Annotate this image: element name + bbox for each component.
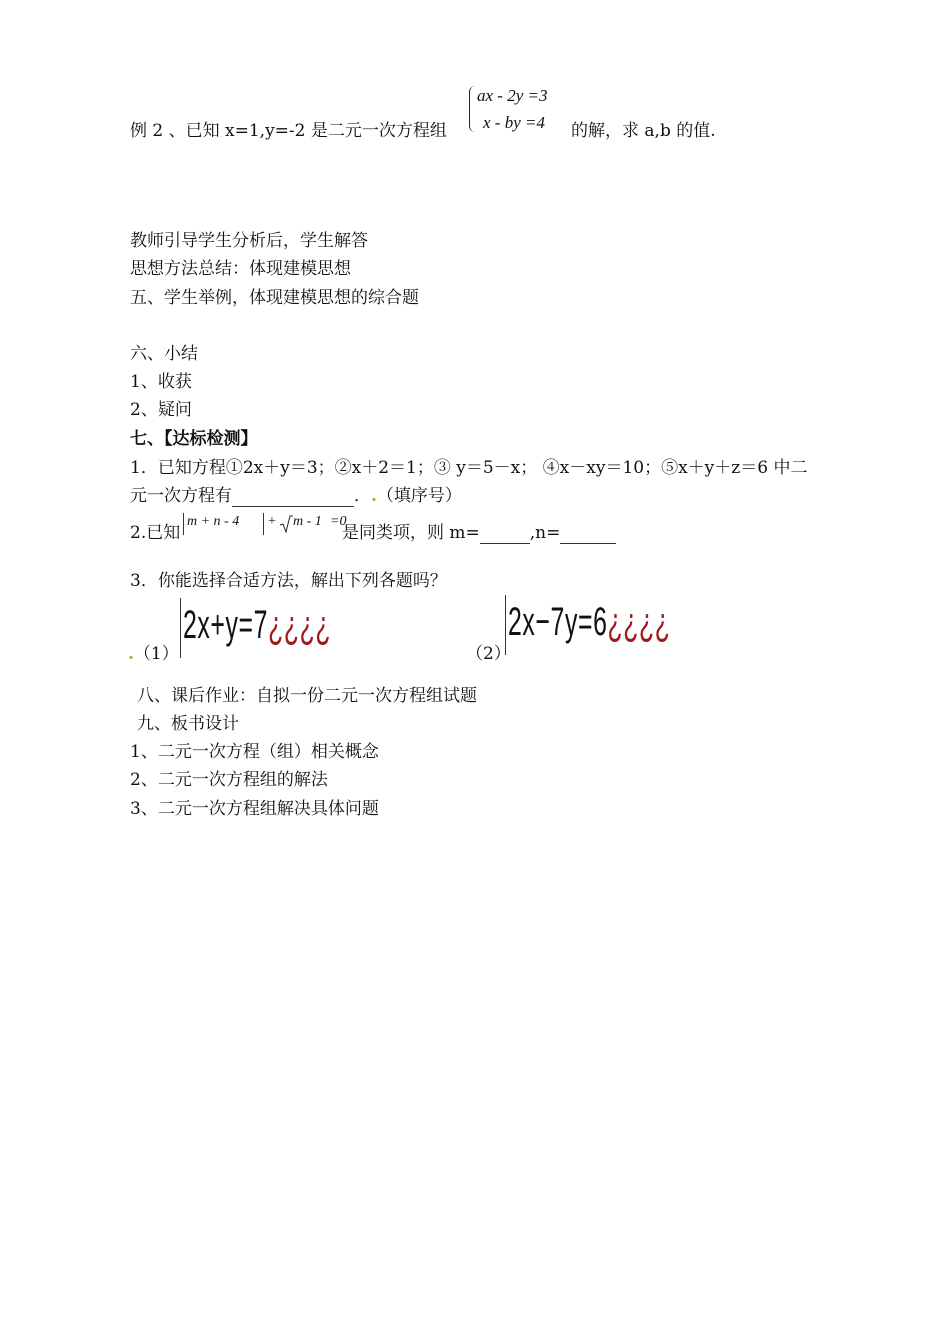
- q2-equals-zero: =0: [330, 514, 347, 529]
- q1-line2: [130, 485, 462, 507]
- q2-sep: ,n=: [529, 523, 561, 543]
- abs-bar-left: [183, 513, 184, 535]
- q2-line-rest: [342, 522, 616, 544]
- teacher-guide-line: 教师引导学生分析后，学生解答: [130, 231, 368, 251]
- system1-equation: [183, 603, 331, 648]
- system2-bar: [505, 595, 506, 655]
- section-seven-heading: 七、【达标检测】: [130, 429, 258, 449]
- q3-label1: （1）: [133, 644, 179, 664]
- system-eq1: ax - 2y =3: [477, 86, 548, 105]
- q1-period: ．: [354, 486, 371, 506]
- q2-m-blank: [480, 525, 530, 544]
- summary-item-gain: 1、收获: [130, 372, 192, 392]
- q2-plus: +: [268, 514, 276, 529]
- system2-eq-main: 2x−7y=6: [508, 600, 608, 644]
- system-eq2: x - by =4: [483, 113, 545, 132]
- q3-item2-label: （2）: [466, 644, 511, 664]
- q1-line1: 1．已知方程①2x＋y＝3；②x＋2＝1；③ y＝5－x； ④x－xy＝10；⑤x＋y＋z＝6 中二: [130, 458, 808, 478]
- q3-dot: .: [128, 644, 134, 664]
- abs-bar-right: [263, 513, 264, 535]
- q2-sqrt-expression: m - 1: [293, 514, 322, 529]
- board-item-methods: 2、二元一次方程组的解法: [130, 770, 328, 790]
- system1-eq-main: 2x+y=7: [183, 603, 269, 647]
- system2-equation: [508, 600, 671, 645]
- section-six-heading: 六、小结: [130, 344, 198, 364]
- q3-item1-label: [128, 643, 179, 665]
- system1-bar: [180, 598, 181, 658]
- q2-middle: 是同类项，则 m=: [342, 523, 480, 543]
- sqrt-icon: [279, 514, 293, 534]
- board-item-concepts: 1、二元一次方程（组）相关概念: [130, 742, 379, 762]
- q1-hint: （填序号）: [376, 486, 462, 506]
- method-summary-line: 思想方法总结：体现建模思想: [130, 259, 351, 279]
- q2-abs-expression: m + n - 4: [187, 514, 240, 529]
- q1-answer-blank: [232, 488, 354, 507]
- section-nine-heading: 九、板书设计: [137, 714, 239, 734]
- q1-prefix: 元一次方程有: [130, 486, 232, 506]
- system2-eq-tail: ¿¿¿¿: [607, 600, 671, 644]
- q2-prefix: 2.已知: [130, 523, 181, 543]
- example2-prefix: 例 2 、已知 x=1,y=-2 是二元一次方程组: [130, 121, 447, 141]
- equation-brace: [469, 86, 476, 132]
- q2-n-blank: [560, 525, 616, 544]
- summary-item-question: 2、疑问: [130, 400, 192, 420]
- q1-dot: .: [371, 486, 377, 506]
- system1-eq-tail: ¿¿¿¿: [268, 603, 332, 647]
- q3-text: 3．你能选择合适方法，解出下列各题吗？: [130, 571, 447, 591]
- example2-suffix: 的解，求 a,b 的值.: [571, 121, 716, 141]
- section-five-heading: 五、学生举例，体现建模思想的综合题: [130, 288, 419, 308]
- board-item-applications: 3、二元一次方程组解决具体问题: [130, 799, 379, 819]
- section-eight-heading: 八、课后作业：自拟一份二元一次方程组试题: [137, 686, 477, 706]
